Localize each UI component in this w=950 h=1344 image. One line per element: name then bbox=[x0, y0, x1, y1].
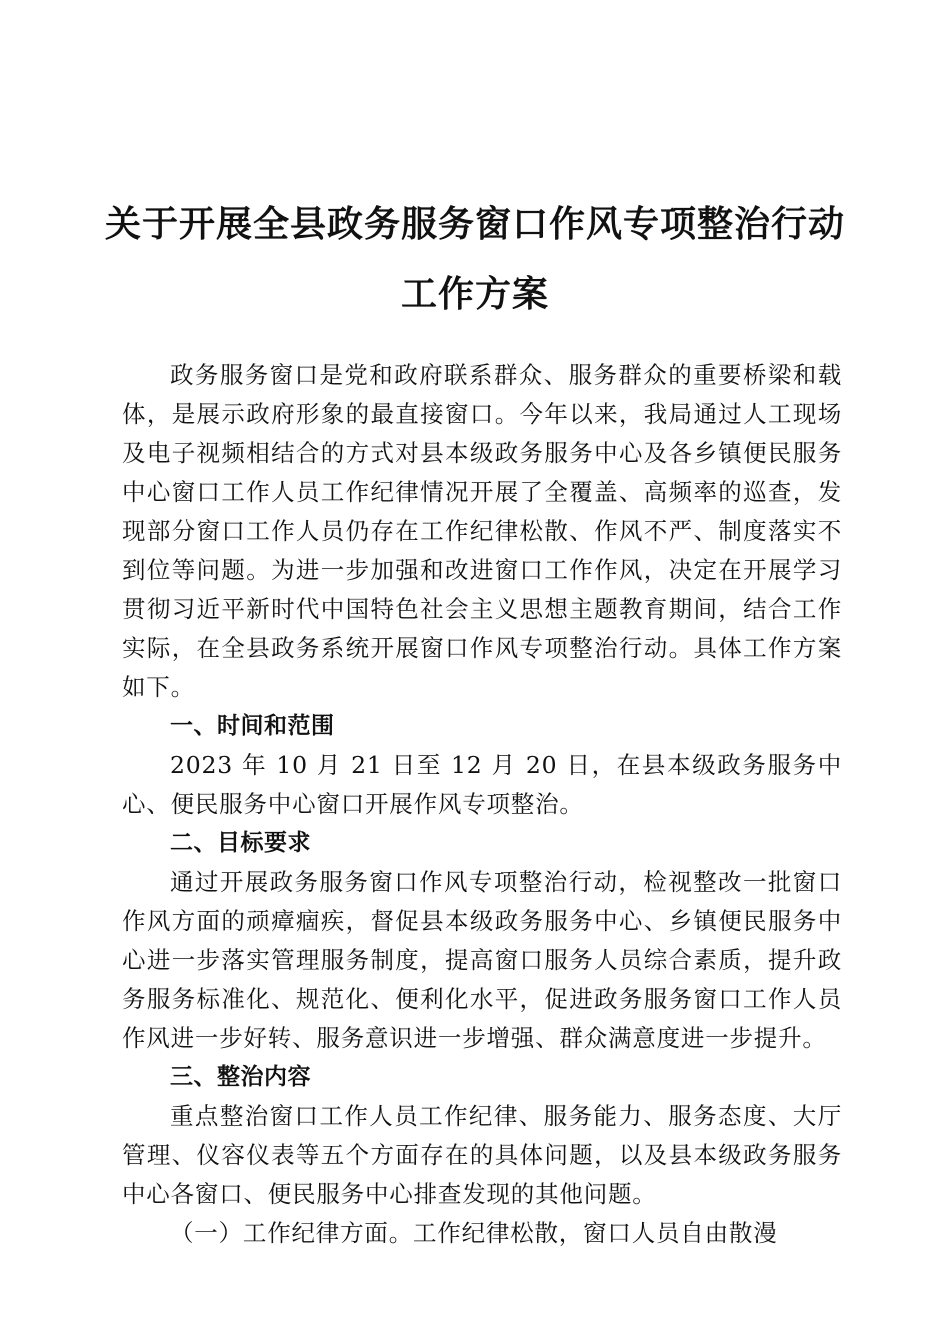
document-title-line-2: 工作方案 bbox=[400, 273, 549, 315]
document-title-line-1: 关于开展全县政务服务窗口作风专项整治行动 bbox=[104, 203, 845, 245]
section-1-paragraph: 2023 年 10 月 21 日至 12 月 20 日，在县本级政务服务中心、便民服务中心窗口开展作风专项整治。 bbox=[122, 751, 842, 818]
section-3-heading: 三、整治内容 bbox=[170, 1064, 311, 1090]
section-2-paragraph: 通过开展政务服务窗口作风专项整治行动，检视整改一批窗口作风方面的顽瘴痼疾，督促县本级政务服务中心、乡镇便民服务中心进一步落实管理服务制度，提高窗口服务人员综合素质，提升政务服务标准化、规范化、便利化水平，促进政务服务窗口工作人员作风进一步好转、服务意识进一步增强、群众满意度进一步提升。 bbox=[122, 868, 842, 1052]
section-1-heading: 一、时间和范围 bbox=[170, 713, 335, 739]
document-body bbox=[122, 356, 842, 1253]
section-3-paragraph: 重点整治窗口工作人员工作纪律、服务能力、服务态度、大厅管理、仪容仪表等五个方面存在的具体问题，以及县本级政务服务中心各窗口、便民服务中心排查发现的其他问题。 bbox=[122, 1102, 842, 1208]
subsection-1-paragraph: （一）工作纪律方面。工作纪律松散，窗口人员自由散漫 bbox=[170, 1219, 778, 1247]
section-2-heading: 二、目标要求 bbox=[170, 830, 311, 856]
intro-paragraph: 政务服务窗口是党和政府联系群众、服务群众的重要桥梁和载体，是展示政府形象的最直接窗口。今年以来，我局通过人工现场及电子视频相结合的方式对县本级政务服务中心及各乡镇便民服务中心窗口工作人员工作纪律情况开展了全覆盖、高频率的巡查，发现部分窗口工作人员仍存在工作纪律松散、作风不严、制度落实不到位等问题。为进一步加强和改进窗口工作作风，决定在开展学习贯彻习近平新时代中国特色社会主义思想主题教育期间，结合工作实际，在全县政务系统开展窗口作风专项整治行动。具体工作方案如下。 bbox=[122, 361, 842, 701]
